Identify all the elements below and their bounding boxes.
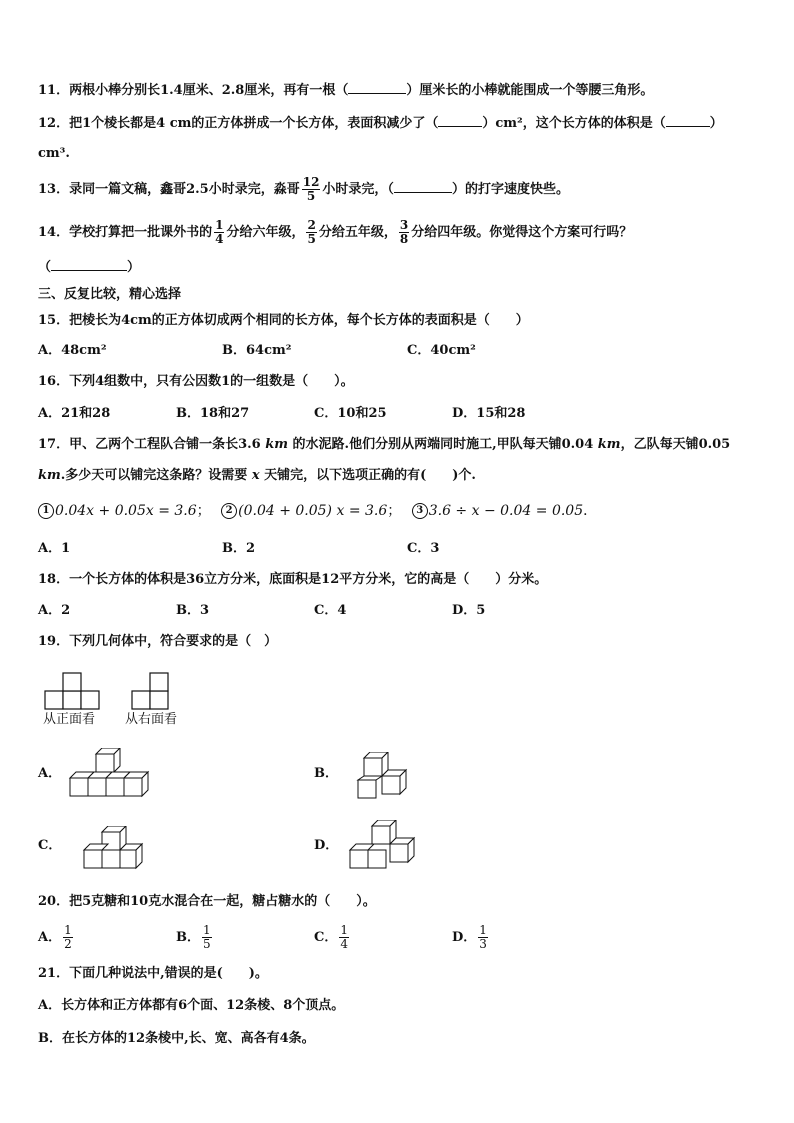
- answer-blank[interactable]: [666, 115, 710, 127]
- circled-number: 2: [221, 503, 237, 519]
- equation-3: 3.6 ÷ x − 0.04 = 0.05: [428, 503, 584, 519]
- option-d-figure: [348, 820, 418, 872]
- option-b[interactable]: B．18和27: [176, 406, 250, 421]
- question-11: [38, 82, 653, 99]
- option-a[interactable]: A．1: [38, 541, 71, 556]
- fraction: $\frac{3}{8}$: [399, 218, 409, 246]
- question-text: 分给五年级，: [318, 225, 397, 240]
- fraction: $\frac{12}{5}$: [302, 175, 320, 203]
- question-number: 13．: [38, 182, 70, 197]
- option-c[interactable]: C．40cm²: [407, 343, 476, 358]
- question-number: 11．: [38, 83, 70, 98]
- option-b[interactable]: B．2: [222, 541, 256, 556]
- variable: x: [251, 468, 260, 483]
- question-number: 14．: [38, 225, 70, 240]
- option-a[interactable]: A． $\frac{1}{2}$: [38, 923, 72, 951]
- question-text: 小时录完，（: [322, 182, 394, 197]
- equation-1: 0.04x + 0.05x = 3.6: [55, 503, 197, 519]
- option-a[interactable]: A．: [38, 766, 62, 781]
- equation-2: (0.04 + 0.05) x = 3.6: [238, 503, 388, 519]
- equations: 1 0.04x + 0.05x = 3.6； 2 (0.04 + 0.05) x = 3.6； 3 3.6 ÷ x − 0.04 = 0.05．: [38, 503, 597, 519]
- option-c[interactable]: C．4: [314, 603, 347, 618]
- question-18: 18．一个长方体的体积是36立方分米，底面积是12平方分米，它的高是（ ）分米。: [38, 572, 548, 587]
- question-text: ）cm²，这个长方体的体积是（: [482, 116, 666, 131]
- answer-blank[interactable]: [394, 181, 452, 193]
- option-c[interactable]: C． $\frac{1}{4}$: [314, 923, 348, 951]
- option-d[interactable]: D．15和28: [452, 406, 526, 421]
- section-heading: 三、反复比较，精心选择: [38, 287, 182, 302]
- question-17-cont: km.多少天可以铺完这条路？设需要 x 天铺完，以下选项正确的有( )个.: [38, 468, 476, 483]
- circled-number: 3: [412, 503, 428, 519]
- question-16: 16．下列4组数中，只有公因数1的一组数是（ ）。: [38, 374, 354, 389]
- option-c[interactable]: C．10和25: [314, 406, 387, 421]
- option-a[interactable]: A．48cm²: [38, 343, 107, 358]
- question-21: 21．下面几种说法中,错误的是( )。: [38, 966, 268, 981]
- option-d[interactable]: D．: [314, 838, 339, 853]
- unit-km: km: [597, 437, 621, 452]
- question-text: 学校打算把一批课外书的: [69, 225, 213, 240]
- question-14-answer: （ ）: [38, 260, 141, 275]
- option-b[interactable]: B． $\frac{1}{5}$: [176, 923, 211, 951]
- option-c[interactable]: C．: [38, 838, 62, 853]
- question-12-unit: cm³.: [38, 146, 70, 161]
- fraction: $\frac{1}{4}$: [215, 218, 224, 246]
- question-text: ）厘米长的小棒就能围成一个等腰三角形。: [406, 83, 654, 98]
- option-b[interactable]: B．64cm²: [222, 343, 292, 358]
- option-a-figure: [66, 748, 162, 800]
- fraction: $\frac{2}{5}$: [307, 218, 316, 246]
- unit-km: km: [265, 437, 289, 452]
- circled-number: 1: [38, 503, 54, 519]
- option-b[interactable]: B．3: [176, 603, 210, 618]
- view-diagrams: [40, 672, 190, 712]
- question-17: 17．甲、乙两个工程队合铺一条长3.6 km 的水泥路.他们分别从两端同时施工,甲队每天铺0.04 km，乙队每天铺0.05: [38, 437, 731, 452]
- question-text: 分给四年级。你觉得这个方案可行吗？: [411, 225, 633, 240]
- right-view-label: 从右面看: [125, 712, 178, 727]
- question-number: 12．: [38, 116, 70, 131]
- answer-blank[interactable]: [348, 82, 406, 94]
- right-view-figure: [132, 673, 168, 709]
- question-text: 录同一篇文稿，鑫哥2.5小时录完，淼哥: [69, 182, 300, 197]
- question-14: [38, 218, 632, 248]
- front-view-label: 从正面看: [43, 712, 96, 727]
- option-b-figure: [354, 752, 410, 802]
- question-text: ）的打字速度快些。: [451, 182, 569, 197]
- question-text: 分给六年级，: [226, 225, 305, 240]
- option-a[interactable]: A．长方体和正方体都有6个面、12条棱、8个顶点。: [38, 998, 345, 1013]
- question-19: 19．下列几何体中，符合要求的是（ ）: [38, 634, 278, 649]
- option-b[interactable]: B．在长方体的12条棱中,长、宽、高各有4条。: [38, 1031, 315, 1046]
- question-15: 15．把棱长为4cm的正方体切成两个相同的长方体，每个长方体的表面积是（ ）: [38, 313, 529, 328]
- unit-km: km: [38, 468, 61, 483]
- question-13: [38, 175, 569, 205]
- option-c[interactable]: C．3: [407, 541, 440, 556]
- option-c-figure: [80, 826, 144, 874]
- option-a[interactable]: A．21和28: [38, 406, 111, 421]
- question-text: ）: [709, 116, 723, 131]
- option-a[interactable]: A．2: [38, 603, 71, 618]
- answer-blank[interactable]: [51, 259, 127, 271]
- question-20: 20．把5克糖和10克水混合在一起，糖占糖水的（ ）。: [38, 894, 376, 909]
- front-view-figure: [45, 673, 99, 709]
- option-d[interactable]: D．5: [452, 603, 486, 618]
- question-text: 把1个棱长都是4 cm的正方体拼成一个长方体，表面积减少了（: [69, 116, 439, 131]
- option-d[interactable]: D． $\frac{1}{3}$: [452, 923, 487, 951]
- option-b[interactable]: B．: [314, 766, 338, 781]
- question-text: 两根小棒分别长1.4厘米、2.8厘米，再有一根（: [69, 83, 349, 98]
- question-12: [38, 115, 723, 132]
- answer-blank[interactable]: [438, 115, 482, 127]
